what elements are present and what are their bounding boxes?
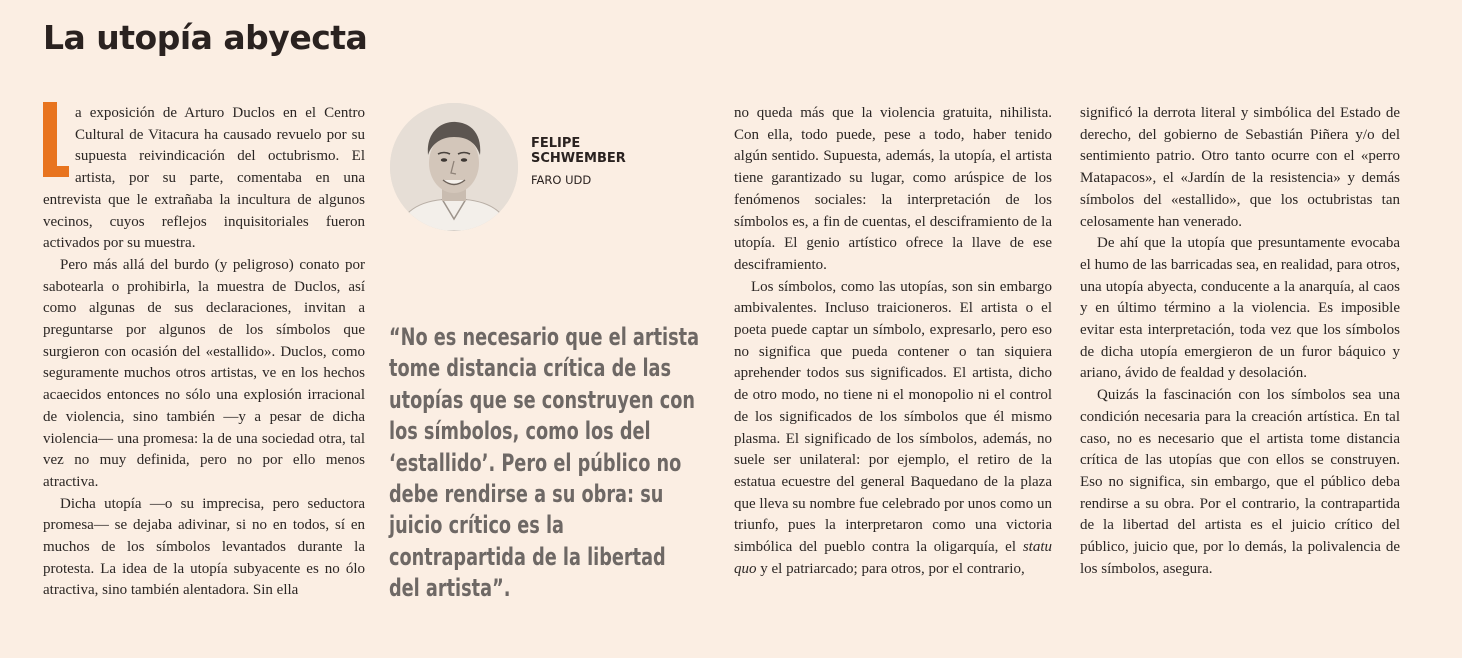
author-photo — [390, 103, 518, 231]
paragraph: no queda más que la violencia gratuita, nihilista. Con ella, todo puede, pese a todo, haber tenido algún sentido. Supuesta, además, la utopía, el artista tiene garantizado su lugar, como arúspice de los fenómenos sociales: la interpretación de los símbolos es, a fin de cuentas, el desciframiento de la utopía. El genio artístico ofrece la llave de ese desciframiento. — [734, 105, 1052, 273]
paragraph: significó la derrota literal y simbólica del Estado de derecho, del gobierno de Sebastián Piñera y/o del sentimiento patrio. Otro tanto ocurre con el «perro Matapacos», el «Jardín de la resistencia» y demás símbolos del «estallido», que los octubristas tan celosamente han venerado. — [1080, 105, 1400, 230]
pull-quote: “No es necesario que el artista tome distancia crítica de las utopías que se construyen con los símbolos, como los del ‘estallido’. Pero el público no debe rendirse a su obra: su juicio crítico es la contrapartida de la libertad del artista”. — [389, 323, 700, 603]
paragraph: Pero más allá del burdo (y peligroso) conato por sabotearla o prohibirla, la muestra de Duclos, así como algunas de sus declaraciones, invitan a preguntarse por algunos de los símbolos que surgieron con ocasión del «estallido». Duclos, como seguramente muchos otros artistas, ve en los hechos acaecidos entonces no sólo una explosión irracional de violencia, sino también —y a pesar de dicha violencia— una promesa: la de una sociedad otra, tal vez no muy definida, pero no por ello menos atractiva. — [43, 256, 365, 490]
author-portrait-icon — [390, 103, 518, 231]
dropcap-l — [43, 102, 69, 177]
headline: La utopía abyecta — [43, 18, 368, 57]
column-4 — [1080, 103, 1400, 580]
author-affiliation: FARO UDD — [531, 173, 592, 187]
paragraph: De ahí que la utopía que presuntamente evocaba el humo de las barricadas sea, en realidad, para otros, una utopía abyecta, conducente a la anarquía, al caos y en último término a la violencia. Es imposible evitar esta interpretación, toda vez que los símbolos de dicha utopía emergieron de un furor báquico y ariano, ávido de fealdad y desolación. — [1080, 235, 1400, 382]
paragraph: Dicha utopía —o su imprecisa, pero seductora promesa— se dejaba adivinar, si no en todos, sí en muchos de los símbolos levantados durante la protesta. La idea de la utopía subyacente es no ólo atractiva, sino también alentadora. Sin ella — [43, 495, 365, 599]
italic-term: statu quo — [734, 539, 1052, 577]
column-3 — [734, 103, 1052, 580]
paragraph: Quizás la fascinación con los símbolos sea una condición necesaria para la creación artística. En tal caso, no es necesario que el artista tome distancia crítica de las utopías que con ellos se construyen. Eso no significa, sin embargo, que el público deba rendirse a su obra. Por el contrario, la contrapartida de la libertad del artista es el juicio crítico del público, juicio que, por lo demás, la polivalencia de los símbolos, asegura. — [1080, 387, 1400, 577]
paragraph: Los símbolos, como las utopías, son sin embargo ambivalentes. Incluso traicioneros. El artista o el poeta puede captar un símbolo, expresarlo, pero eso no significa que pueda contener o tan siquiera aprehender todos sus significados. El artista, dicho de otro modo, no tiene ni el monopolio ni el control de los significados de los símbolos que él mismo plasma. El significado de los símbolos, además, no suele ser unilateral: por ejemplo, el retiro de la estatua ecuestre del general Baquedano de la plaza que lleva su nombre fue celebrado por unos como un triunfo, pues la interpretaron como una victoria simbólica del pueblo contra la oligarquía, el statu quo y el patriarcado; para otros, por el contrario, — [734, 278, 1052, 577]
author-name: FELIPE SCHWEMBER — [531, 136, 626, 166]
column-1 — [43, 103, 365, 602]
paragraph: a exposición de Arturo Duclos en el Centro Cultural de Vitacura ha causado revuelo por su supuesta reivindicación del octubrismo. El artista, por su parte, comentaba en una entrevista que le extrañaba la incultura de algunos vecinos, cuyos reflejos inquisitoriales fueron activados por su muestra. — [43, 103, 365, 255]
